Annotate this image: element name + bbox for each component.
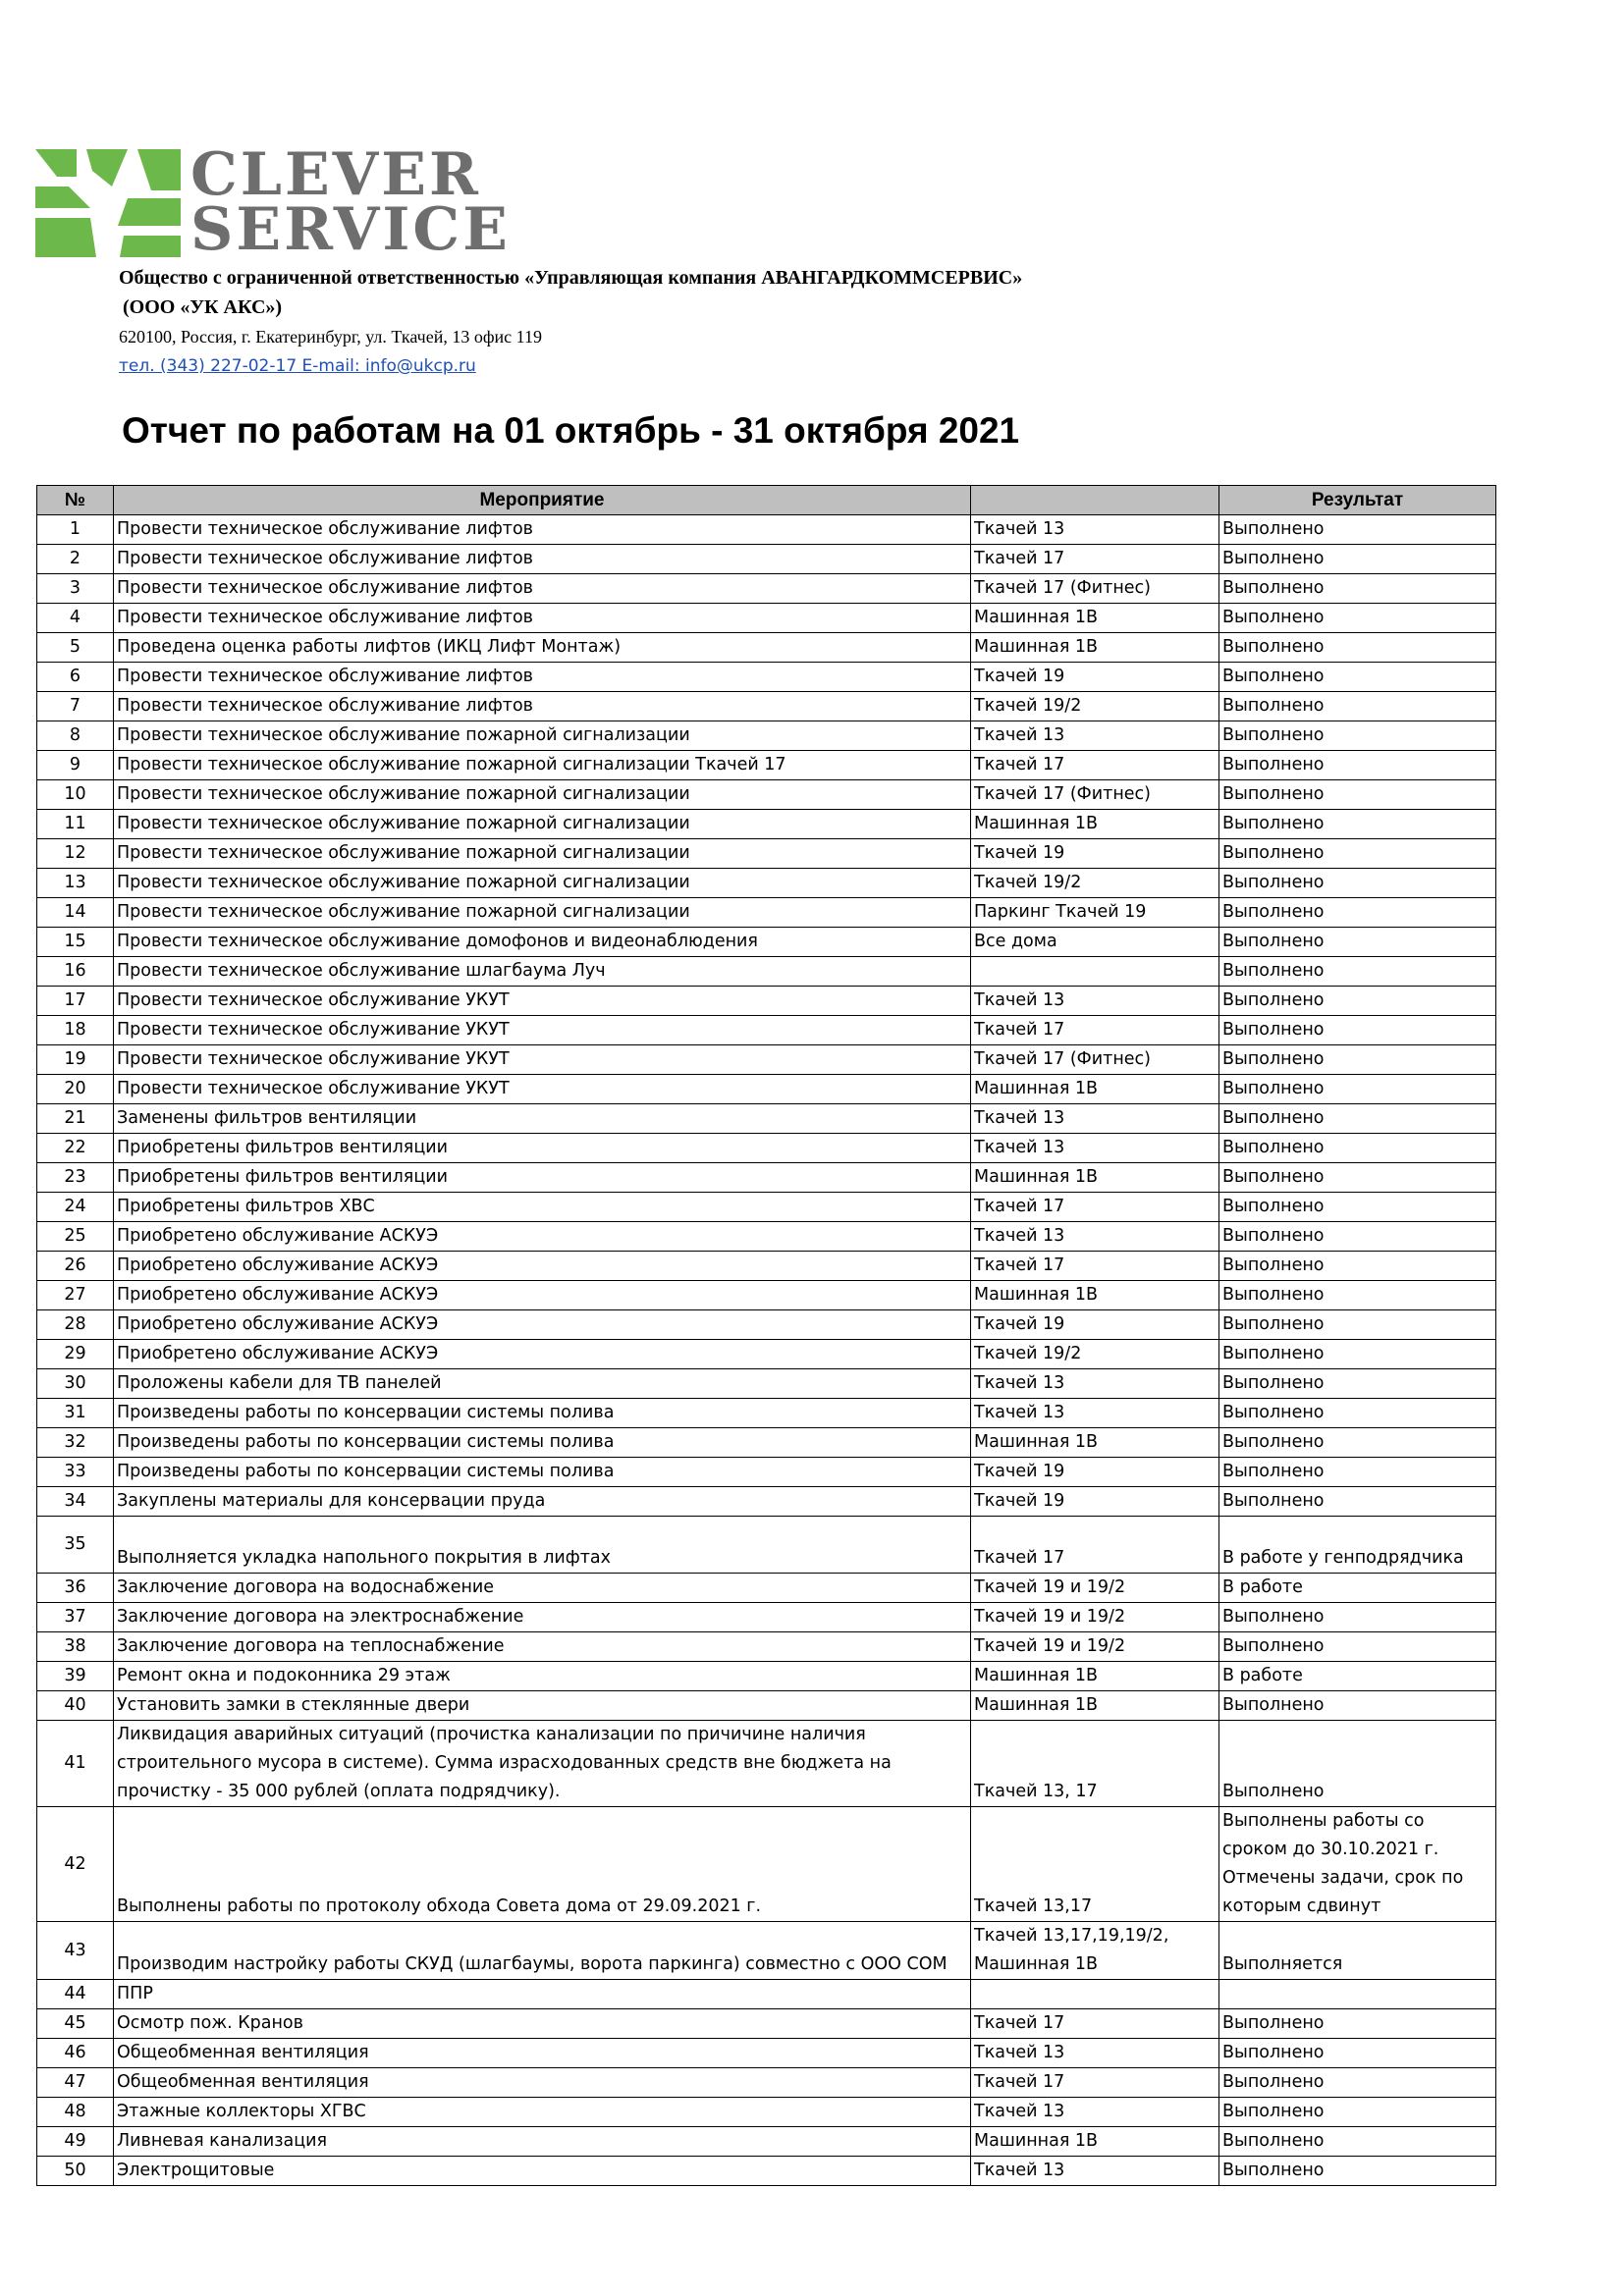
row-event: Провести техническое обслуживание лифтов (114, 692, 971, 721)
row-address: Ткачей 17 (971, 751, 1219, 780)
row-result: Выполнено (1219, 1016, 1496, 1045)
row-address: Ткачей 17 (971, 2068, 1219, 2098)
row-event: Провести техническое обслуживание шлагбаума Луч (114, 957, 971, 987)
row-result: Выполнено (1219, 2039, 1496, 2068)
row-result: Выполнено (1219, 780, 1496, 810)
table-row (37, 1399, 1496, 1428)
row-address: Ткачей 13 (971, 1399, 1219, 1428)
row-address: Ткачей 19 и 19/2 (971, 1632, 1219, 1662)
row-event: Провести техническое обслуживание УКУТ (114, 1045, 971, 1075)
row-event: Приобретено обслуживание АСКУЭ (114, 1252, 971, 1281)
row-number: 9 (37, 751, 114, 780)
row-number: 37 (37, 1603, 114, 1632)
table-row (37, 780, 1496, 810)
row-result: Выполнено (1219, 1399, 1496, 1428)
table-row (37, 1193, 1496, 1222)
row-address: Машинная 1В (971, 1662, 1219, 1691)
row-result: В работе (1219, 1574, 1496, 1603)
row-address: Машинная 1В (971, 1163, 1219, 1193)
table-row (37, 515, 1496, 545)
row-address: Паркинг Ткачей 19 (971, 898, 1219, 928)
row-address: Ткачей 17 (971, 1016, 1219, 1045)
row-result: Выполнено (1219, 1281, 1496, 1310)
row-number: 17 (37, 987, 114, 1016)
table-row (37, 1252, 1496, 1281)
row-result: Выполнено (1219, 1603, 1496, 1632)
row-event: Провести техническое обслуживание лифтов (114, 663, 971, 692)
row-number: 3 (37, 574, 114, 604)
table-row (37, 1632, 1496, 1662)
row-result: Выполнено (1219, 1632, 1496, 1662)
row-event: Электрощитовые (114, 2157, 971, 2186)
row-event: Ремонт окна и подоконника 29 этаж (114, 1662, 971, 1691)
table-row (37, 663, 1496, 692)
row-address: Ткачей 17 (971, 2009, 1219, 2039)
table-row (37, 1369, 1496, 1399)
row-number: 42 (37, 1807, 114, 1922)
row-number: 5 (37, 633, 114, 663)
row-address: Машинная 1В (971, 1691, 1219, 1721)
table-row (37, 1340, 1496, 1369)
table-row (37, 1922, 1496, 1980)
row-event: Установить замки в стеклянные двери (114, 1691, 971, 1721)
row-event: Провести техническое обслуживание пожарной сигнализации (114, 898, 971, 928)
row-result: Выполнено (1219, 1163, 1496, 1193)
row-result: Выполняется (1219, 1922, 1496, 1980)
row-address: Ткачей 19/2 (971, 692, 1219, 721)
row-result: Выполнено (1219, 721, 1496, 751)
row-event: Приобретено обслуживание АСКУЭ (114, 1222, 971, 1252)
row-number: 15 (37, 928, 114, 957)
table-row (37, 1487, 1496, 1517)
row-result: Выполнено (1219, 1252, 1496, 1281)
row-event: Провести техническое обслуживание лифтов (114, 545, 971, 574)
row-event: ППР (114, 1980, 971, 2009)
row-number: 33 (37, 1458, 114, 1487)
row-event: Ликвидация аварийных ситуаций (прочистка канализации по причичине наличия строительного мусора в системе). Сумма израсходованных средств вне бюджета на прочистку - 35 000 рублей (оплата подрядчику). (114, 1721, 971, 1807)
row-address: Ткачей 19 (971, 1310, 1219, 1340)
column-header-event: Мероприятие (114, 486, 971, 515)
row-event: Общеобменная вентиляция (114, 2039, 971, 2068)
row-result: Выполнено (1219, 928, 1496, 957)
row-address: Машинная 1В (971, 1075, 1219, 1104)
column-header-result: Результат (1219, 486, 1496, 515)
row-event: Провести техническое обслуживание пожарной сигнализации (114, 869, 971, 898)
row-result: Выполнено (1219, 1721, 1496, 1807)
table-row (37, 898, 1496, 928)
row-address: Машинная 1В (971, 1281, 1219, 1310)
row-event: Провести техническое обслуживание пожарной сигнализации (114, 839, 971, 869)
row-result: Выполнено (1219, 898, 1496, 928)
row-event: Провести техническое обслуживание УКУТ (114, 987, 971, 1016)
row-event: Заключение договора на теплоснабжение (114, 1632, 971, 1662)
row-number: 8 (37, 721, 114, 751)
row-number: 44 (37, 1980, 114, 2009)
row-event: Приобретены фильтров ХВС (114, 1193, 971, 1222)
row-result: Выполнено (1219, 1691, 1496, 1721)
row-result: Выполнено (1219, 751, 1496, 780)
table-row (37, 545, 1496, 574)
row-number: 30 (37, 1369, 114, 1399)
company-name: Общество с ограниченной ответственностью «Управляющая компания АВАНГАРДКОММСЕРВИС» (119, 267, 1023, 289)
row-number: 41 (37, 1721, 114, 1807)
row-event: Ливневая канализация (114, 2127, 971, 2157)
table-row (37, 574, 1496, 604)
row-event: Приобретены фильтров вентиляции (114, 1163, 971, 1193)
table-row (37, 1603, 1496, 1632)
row-result: Выполнено (1219, 663, 1496, 692)
row-event: Выполняется укладка напольного покрытия в лифтах (114, 1517, 971, 1574)
row-address: Ткачей 13 (971, 2157, 1219, 2186)
row-result: Выполнено (1219, 515, 1496, 545)
row-result: Выполнено (1219, 1222, 1496, 1252)
row-event: Провести техническое обслуживание пожарной сигнализации (114, 810, 971, 839)
table-row (37, 2098, 1496, 2127)
row-number: 12 (37, 839, 114, 869)
row-number: 11 (37, 810, 114, 839)
row-result: Выполнено (1219, 2068, 1496, 2098)
row-number: 20 (37, 1075, 114, 1104)
row-number: 48 (37, 2098, 114, 2127)
logo-line-1: CLEVER (190, 140, 481, 209)
table-row (37, 1691, 1496, 1721)
row-number: 14 (37, 898, 114, 928)
row-event: Выполнены работы по протоколу обхода Совета дома от 29.09.2021 г. (114, 1807, 971, 1922)
row-result: Выполнено (1219, 1104, 1496, 1134)
logo-wordmark (190, 140, 511, 264)
row-number: 23 (37, 1163, 114, 1193)
table-header-row (37, 486, 1496, 515)
row-number: 39 (37, 1662, 114, 1691)
row-result: Выполнено (1219, 1369, 1496, 1399)
row-result: Выполнено (1219, 2098, 1496, 2127)
row-number: 46 (37, 2039, 114, 2068)
row-event: Провести техническое обслуживание пожарной сигнализации Ткачей 17 (114, 751, 971, 780)
row-event: Проложены кабели для ТВ панелей (114, 1369, 971, 1399)
row-number: 47 (37, 2068, 114, 2098)
row-event: Проведена оценка работы лифтов (ИКЦ Лифт Монтаж) (114, 633, 971, 663)
row-number: 43 (37, 1922, 114, 1980)
row-result: Выполнено (1219, 1458, 1496, 1487)
table-row (37, 869, 1496, 898)
row-address: Ткачей 13 (971, 721, 1219, 751)
table-row (37, 1458, 1496, 1487)
row-event: Провести техническое обслуживание УКУТ (114, 1016, 971, 1045)
row-result: Выполнено (1219, 2157, 1496, 2186)
row-address: Ткачей 13 (971, 987, 1219, 1016)
row-result: Выполнено (1219, 987, 1496, 1016)
table-row (37, 957, 1496, 987)
table-row (37, 1163, 1496, 1193)
row-number: 10 (37, 780, 114, 810)
row-address: Ткачей 13 (971, 515, 1219, 545)
row-result: В работе у генподрядчика (1219, 1517, 1496, 1574)
row-result: Выполнено (1219, 633, 1496, 663)
row-result: Выполнено (1219, 604, 1496, 633)
row-result: Выполнено (1219, 1045, 1496, 1075)
row-result: Выполнено (1219, 1487, 1496, 1517)
row-number: 28 (37, 1310, 114, 1340)
table-row (37, 987, 1496, 1016)
row-number: 13 (37, 869, 114, 898)
row-event: Общеобменная вентиляция (114, 2068, 971, 2098)
logo-line-2: SERVICE (190, 195, 511, 264)
table-row (37, 1104, 1496, 1134)
row-number: 50 (37, 2157, 114, 2186)
row-address: Ткачей 19 (971, 1487, 1219, 1517)
row-address: Ткачей 17 (971, 1252, 1219, 1281)
table-row (37, 928, 1496, 957)
row-event: Приобретены фильтров вентиляции (114, 1134, 971, 1163)
row-address: Ткачей 17 (971, 1193, 1219, 1222)
row-result: Выполнено (1219, 869, 1496, 898)
row-event: Заменены фильтров вентиляции (114, 1104, 971, 1134)
row-number: 25 (37, 1222, 114, 1252)
company-contacts-link[interactable]: тел. (343) 227-02-17 E-mail: info@ukcp.ru (119, 356, 476, 376)
row-event: Произведены работы по консервации системы полива (114, 1428, 971, 1458)
table-row (37, 1281, 1496, 1310)
report-table (36, 485, 1496, 2186)
row-address: Ткачей 17 (Фитнес) (971, 780, 1219, 810)
row-number: 40 (37, 1691, 114, 1721)
table-row (37, 692, 1496, 721)
row-address: Ткачей 13 (971, 1222, 1219, 1252)
row-result: Выполнено (1219, 839, 1496, 869)
column-header-number: № (37, 486, 114, 515)
row-address: Ткачей 17 (Фитнес) (971, 574, 1219, 604)
row-address: Ткачей 13 (971, 1104, 1219, 1134)
report-title: Отчет по работам на 01 октябрь - 31 октября 2021 (122, 410, 1020, 451)
row-event: Провести техническое обслуживание домофонов и видеонаблюдения (114, 928, 971, 957)
row-address: Ткачей 13,17,19,19/2, Машинная 1В (971, 1922, 1219, 1980)
row-event: Приобретено обслуживание АСКУЭ (114, 1340, 971, 1369)
row-address: Машинная 1В (971, 2127, 1219, 2157)
row-number: 34 (37, 1487, 114, 1517)
row-address: Ткачей 17 (971, 545, 1219, 574)
table-row (37, 1662, 1496, 1691)
row-address: Ткачей 19/2 (971, 1340, 1219, 1369)
table-row (37, 2157, 1496, 2186)
row-result: Выполнены работы со сроком до 30.10.2021 г. Отмечены задачи, срок по которым сдвинут (1219, 1807, 1496, 1922)
row-event: Этажные коллекторы ХГВС (114, 2098, 971, 2127)
row-address: Машинная 1В (971, 633, 1219, 663)
row-number: 22 (37, 1134, 114, 1163)
table-row (37, 1134, 1496, 1163)
row-number: 7 (37, 692, 114, 721)
row-address: Ткачей 13 (971, 2098, 1219, 2127)
row-result: Выполнено (1219, 2009, 1496, 2039)
table-row (37, 1045, 1496, 1075)
row-number: 1 (37, 515, 114, 545)
row-number: 32 (37, 1428, 114, 1458)
row-address: Машинная 1В (971, 604, 1219, 633)
row-address (971, 1980, 1219, 2009)
table-row (37, 810, 1496, 839)
row-address: Ткачей 13 (971, 2039, 1219, 2068)
row-number: 2 (37, 545, 114, 574)
row-number: 31 (37, 1399, 114, 1428)
row-event: Провести техническое обслуживание пожарной сигнализации (114, 721, 971, 751)
row-result: Выполнено (1219, 545, 1496, 574)
row-number: 29 (37, 1340, 114, 1369)
company-short-name: (ООО «УК АКС») (123, 296, 283, 318)
row-address: Ткачей 19 и 19/2 (971, 1603, 1219, 1632)
row-event: Осмотр пож. Кранов (114, 2009, 971, 2039)
row-result: Выполнено (1219, 1340, 1496, 1369)
row-event: Заключение договора на электроснабжение (114, 1603, 971, 1632)
row-address: Ткачей 17 (971, 1517, 1219, 1574)
row-number: 18 (37, 1016, 114, 1045)
row-address: Ткачей 19 (971, 1458, 1219, 1487)
company-address: 620100, Россия, г. Екатеринбург, ул. Ткачей, 13 офис 119 (119, 327, 542, 347)
table-row (37, 2127, 1496, 2157)
row-event: Приобретено обслуживание АСКУЭ (114, 1281, 971, 1310)
table-row (37, 1980, 1496, 2009)
row-number: 19 (37, 1045, 114, 1075)
table-row (37, 1428, 1496, 1458)
row-event: Приобретено обслуживание АСКУЭ (114, 1310, 971, 1340)
table-row (37, 604, 1496, 633)
row-number: 38 (37, 1632, 114, 1662)
table-row (37, 721, 1496, 751)
row-address: Ткачей 19 (971, 663, 1219, 692)
row-event: Произведены работы по консервации системы полива (114, 1399, 971, 1428)
column-header-address (971, 486, 1219, 515)
table-row (37, 1807, 1496, 1922)
table-row (37, 1016, 1496, 1045)
row-address: Ткачей 19 (971, 839, 1219, 869)
row-number: 21 (37, 1104, 114, 1134)
row-number: 27 (37, 1281, 114, 1310)
row-event: Провести техническое обслуживание пожарной сигнализации (114, 780, 971, 810)
table-row (37, 2068, 1496, 2098)
row-event: Провести техническое обслуживание УКУТ (114, 1075, 971, 1104)
row-address: Ткачей 13,17 (971, 1807, 1219, 1922)
row-result: Выполнено (1219, 1134, 1496, 1163)
row-result: Выполнено (1219, 1428, 1496, 1458)
row-event: Произведены работы по консервации системы полива (114, 1458, 971, 1487)
row-number: 36 (37, 1574, 114, 1603)
row-address: Машинная 1В (971, 810, 1219, 839)
row-result: Выполнено (1219, 1193, 1496, 1222)
row-number: 26 (37, 1252, 114, 1281)
table-row (37, 751, 1496, 780)
row-address: Ткачей 19/2 (971, 869, 1219, 898)
row-event: Заключение договора на водоснабжение (114, 1574, 971, 1603)
table-row (37, 1721, 1496, 1807)
row-address: Ткачей 13 (971, 1134, 1219, 1163)
row-result: Выполнено (1219, 1310, 1496, 1340)
table-row (37, 1222, 1496, 1252)
row-result: В работе (1219, 1662, 1496, 1691)
row-address: Ткачей 13 (971, 1369, 1219, 1399)
table-row (37, 633, 1496, 663)
row-event: Производим настройку работы СКУД (шлагбаумы, ворота паркинга) совместно с ООО СОМ (114, 1922, 971, 1980)
row-result: Выполнено (1219, 1075, 1496, 1104)
row-number: 6 (37, 663, 114, 692)
row-address: Машинная 1В (971, 1428, 1219, 1458)
row-number: 24 (37, 1193, 114, 1222)
row-number: 49 (37, 2127, 114, 2157)
table-body (37, 515, 1496, 2186)
table-row (37, 839, 1496, 869)
row-number: 45 (37, 2009, 114, 2039)
row-address: Ткачей 17 (Фитнес) (971, 1045, 1219, 1075)
table-row (37, 1574, 1496, 1603)
row-result: Выполнено (1219, 957, 1496, 987)
row-result: Выполнено (1219, 810, 1496, 839)
row-event: Закуплены материалы для консервации пруда (114, 1487, 971, 1517)
row-result: Выполнено (1219, 692, 1496, 721)
table-row (37, 1517, 1496, 1574)
company-info (119, 263, 1022, 381)
row-number: 35 (37, 1517, 114, 1574)
row-event: Провести техническое обслуживание лифтов (114, 574, 971, 604)
table-row (37, 1310, 1496, 1340)
table-row (37, 2039, 1496, 2068)
table-row (37, 1075, 1496, 1104)
row-address (971, 957, 1219, 987)
row-number: 4 (37, 604, 114, 633)
row-result: Выполнено (1219, 574, 1496, 604)
row-result (1219, 1980, 1496, 2009)
row-address: Ткачей 13, 17 (971, 1721, 1219, 1807)
row-address: Ткачей 19 и 19/2 (971, 1574, 1219, 1603)
row-event: Провести техническое обслуживание лифтов (114, 604, 971, 633)
row-result: Выполнено (1219, 2127, 1496, 2157)
row-event: Провести техническое обслуживание лифтов (114, 515, 971, 545)
row-address: Все дома (971, 928, 1219, 957)
table-row (37, 2009, 1496, 2039)
row-number: 16 (37, 957, 114, 987)
